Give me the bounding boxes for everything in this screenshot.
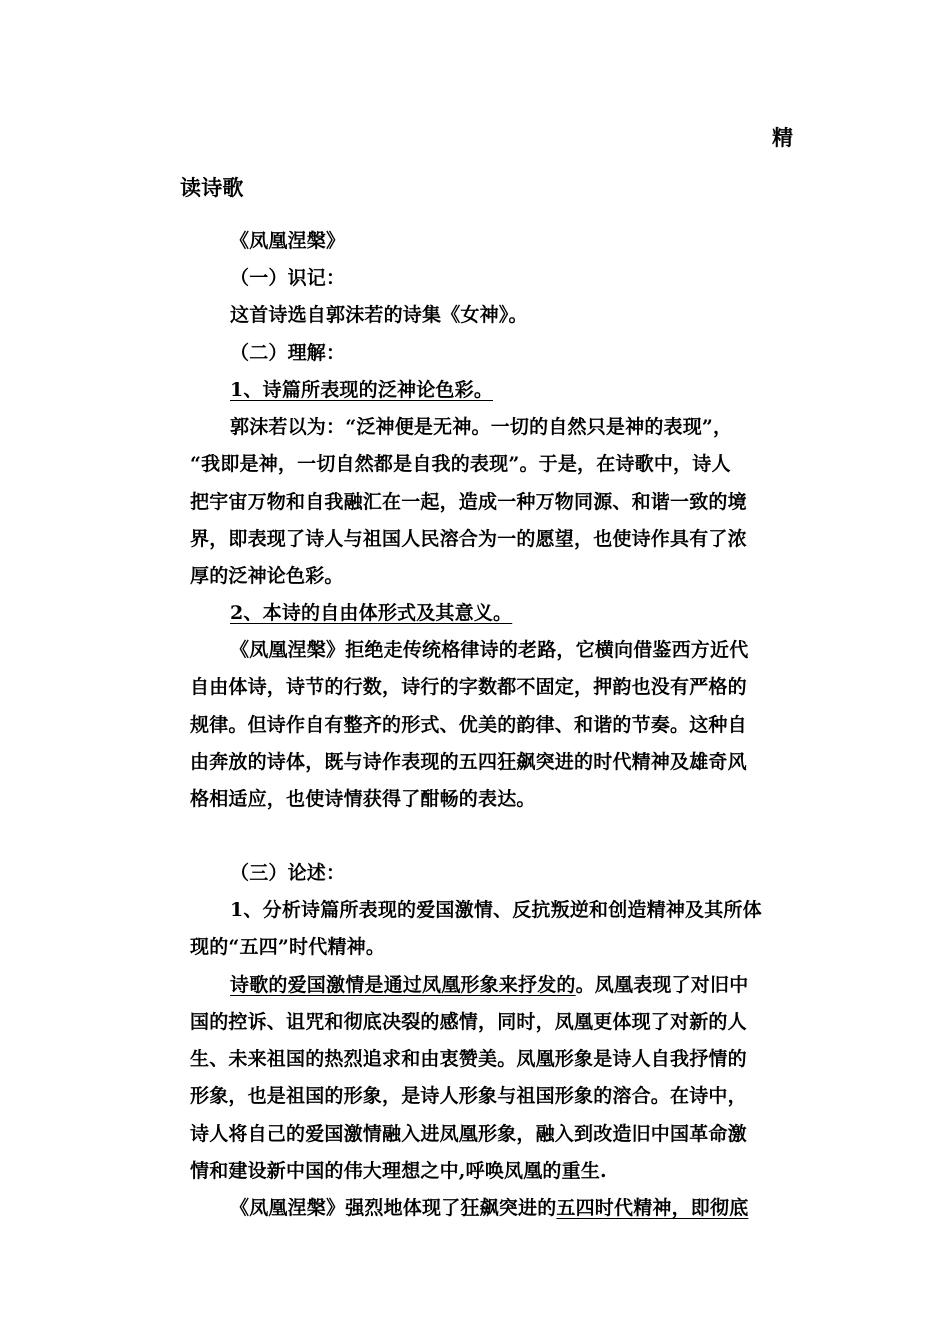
section2-item1-title: 1、诗篇所表现的泛神论色彩。 — [230, 379, 494, 401]
section3-item1-title: 现的“五四”时代精神。 — [190, 936, 386, 958]
section1-title: （一）识记： — [230, 267, 346, 289]
section2-item1-line: 界，即表现了诗人与祖国人民溶合为一的愿望，也使诗作具有了浓 — [190, 528, 747, 550]
section3-para1-line: 形象，也是祖国的形象，是诗人形象与祖国形象的溶合。在诗中， — [190, 1085, 747, 1107]
section2-item1-line: 郭沫若以为：“泛神便是无神。一切的自然只是神的表现”， — [230, 416, 733, 438]
section3-para1-underlined: 诗歌的爱国激情是通过凤凰形象来抒发的 — [230, 974, 576, 996]
section2-item2-line: 由奔放的诗体，既与诗作表现的五四狂飙突进的时代精神及雄奇风 — [190, 751, 747, 773]
section2-title: （二）理解： — [230, 342, 346, 364]
heading-part2: 读诗歌 — [180, 175, 244, 200]
section2-item1-line: 把宇宙万物和自我融汇在一起，造成一种万物同源、和谐一致的境 — [190, 491, 747, 513]
section2-item2-line: 《凤凰涅槃》拒绝走传统格律诗的老路，它横向借鉴西方近代 — [230, 639, 749, 661]
section3-para2-start: 《凤凰涅槃》强烈地体现了狂飙突进的 — [230, 1197, 557, 1219]
section3-para1-first-line — [230, 973, 748, 997]
section3-para1-line: 情和建设新中国的伟大理想之中,呼唤凤凰的重生. — [190, 1160, 607, 1182]
section3-item1-title: 1、分析诗篇所表现的爱国激情、反抗叛逆和创造精神及其所体 — [230, 899, 762, 921]
section2-item2-line: 规律。但诗作自有整齐的形式、优美的韵律、和谐的节奏。这种自 — [190, 714, 747, 736]
section3-para1-rest: 。凤凰表现了对旧中 — [575, 974, 749, 996]
section3-para2-underlined: 五四时代精神，即彻底 — [556, 1197, 749, 1219]
section3-para1-line: 国的控诉、诅咒和彻底决裂的感情，同时，凤凰更体现了对新的人 — [190, 1011, 747, 1033]
section2-item2-line: 自由体诗，诗节的行数，诗行的字数都不固定，押韵也没有严格的 — [190, 676, 747, 698]
section2-item2-line: 格相适应，也使诗情获得了酣畅的表达。 — [190, 788, 536, 810]
section3-para1-line: 生、未来祖国的热烈追求和由衷赞美。凤凰形象是诗人自我抒情的 — [190, 1048, 747, 1070]
section2-item2-title: 2、本诗的自由体形式及其意义。 — [230, 602, 513, 624]
heading-part1: 精 — [772, 125, 794, 150]
section3-para2-line — [230, 1196, 748, 1220]
section2-item1-line: 厚的泛神论色彩。 — [190, 565, 344, 587]
section3-title: （三）论述： — [230, 862, 346, 884]
section3-para1-line: 诗人将自己的爱国激情融入进凤凰形象，融入到改造旧中国革命激 — [190, 1123, 747, 1145]
section1-text: 这首诗选自郭沫若的诗集《女神》。 — [230, 304, 528, 326]
section2-item1-line: “我即是神，一切自然都是自我的表现”。于是，在诗歌中，诗人 — [190, 453, 731, 475]
poem-title: 《凤凰涅槃》 — [230, 230, 346, 252]
